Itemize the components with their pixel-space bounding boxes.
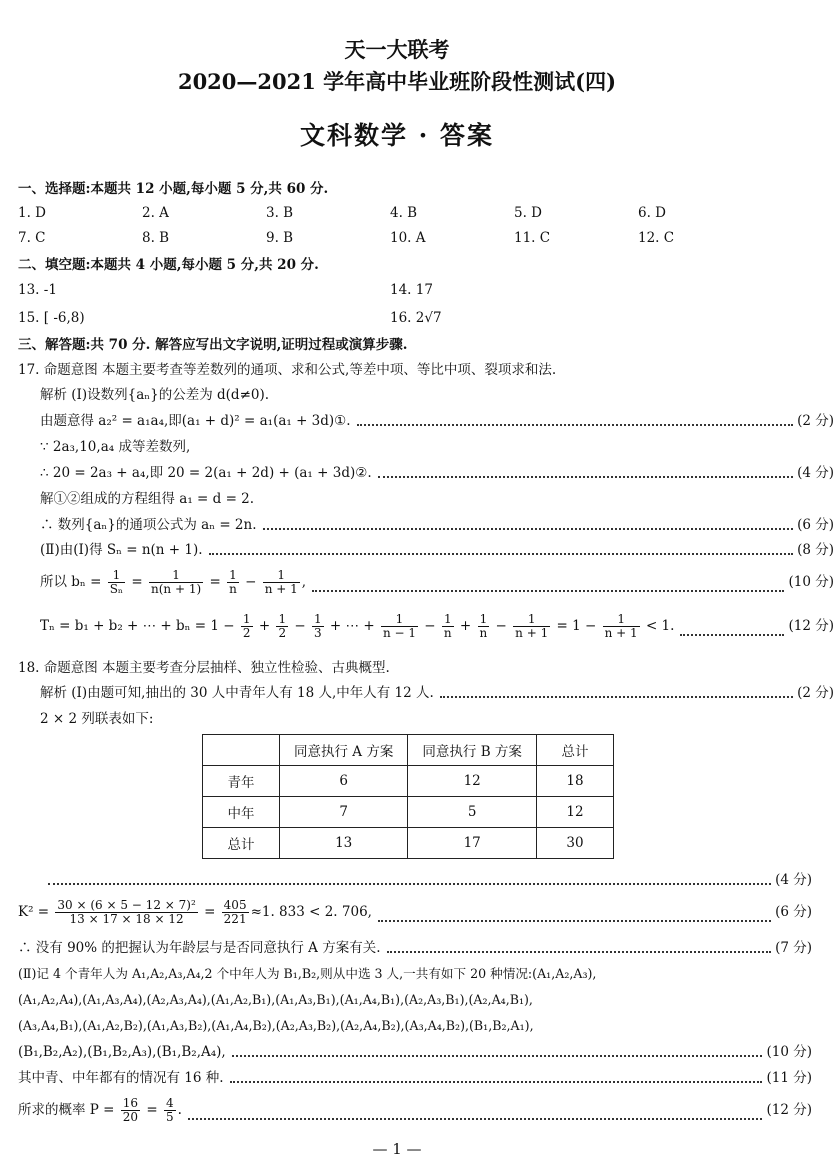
table-header-cell: 同意执行 B 方案: [408, 735, 537, 766]
table-cell: 7: [280, 797, 408, 828]
section3-heading: 三、解答题:共 70 分. 解答应写出文字说明,证明过程或演算步骤.: [18, 337, 408, 353]
q18-line4: (Ⅱ)记 4 个青年人为 A₁,A₂,A₃,A₄,2 个中年人为 B₁,B₂,则从中选 3 人,一共有如下 20 种情况:(A₁,A₂,A₃),: [18, 966, 597, 981]
score-label: (11 分): [766, 1070, 812, 1086]
score-label: (2 分): [797, 413, 834, 429]
answer-item: 12. C: [638, 230, 675, 246]
step-text: ∴ 数列{aₙ}的通项公式为 aₙ = 2n.: [40, 517, 257, 533]
answer-item: 4. B: [390, 205, 418, 221]
score-label: (4 分): [797, 465, 834, 481]
step-text: 由题意得 a₂² = a₁a₄,即(a₁ + d)² = a₁(a₁ + 3d)①.: [40, 413, 351, 429]
table-cell: 青年: [203, 766, 280, 797]
score-label: (10 分): [788, 574, 834, 590]
table-cell: 6: [280, 766, 408, 797]
exam-name: 2020—2021 学年高中毕业班阶段性测试(四): [177, 69, 617, 94]
score-label: (2 分): [797, 685, 834, 701]
answer-item: 15. [ -6,8): [18, 310, 85, 326]
score-label: (7 分): [775, 940, 812, 956]
answer-item: 5. D: [514, 205, 542, 221]
score-label: (12 分): [766, 1102, 812, 1118]
q17-line4: [40, 464, 834, 482]
table-row: [203, 828, 614, 859]
step-text: (B₁,B₂,A₂),(B₁,B₂,A₃),(B₁,B₂,A₄),: [18, 1044, 226, 1060]
answer-item: 10. A: [390, 230, 426, 246]
answer-item: 6. D: [638, 205, 666, 221]
section2-heading: 二、填空题:本题共 4 小题,每小题 5 分,共 20 分.: [18, 257, 319, 273]
table-cell: 17: [408, 828, 537, 859]
q17-line3: ∵ 2a₃,10,a₄ 成等差数列,: [40, 439, 191, 455]
q18-table-score: [18, 871, 812, 889]
q18-line8: [18, 1069, 812, 1087]
q17-line2: [40, 412, 834, 430]
page-number: — 1 —: [372, 1140, 422, 1158]
table-cell: 5: [408, 797, 537, 828]
step-text: 所以 bₙ = $\frac{1}{\text{Sₙ}}$ = $\frac{1}{n(n + 1)}$ = $\frac{1}{n}$ − $\frac{1}{n + 1}$ ,: [40, 568, 307, 596]
answer-item: 7. C: [18, 230, 46, 246]
q17-intent: 17. 命题意图 本题主要考查等差数列的通项、求和公式,等差中项、等比中项、裂项求和法.: [18, 362, 557, 378]
section1-heading: 一、选择题:本题共 12 小题,每小题 5 分,共 60 分.: [18, 181, 329, 197]
table-header-cell: 同意执行 A 方案: [280, 735, 408, 766]
answer-item: 2. A: [142, 205, 169, 221]
step-text: 所求的概率 P = $\frac{16}{20}$ = $\frac{4}{5}$ .: [18, 1096, 182, 1124]
table-cell: 18: [537, 766, 614, 797]
q18-intent: 18. 命题意图 本题主要考查分层抽样、独立性检验、古典概型.: [18, 660, 390, 676]
step-text: Tₙ = b₁ + b₂ + ⋯ + bₙ = 1 − $\frac{1}{2}$ + $\frac{1}{2}$ − $\frac{1}{3}$ + ⋯ + $\frac{1}{n - 1}$ − $\frac{1}{n}$ + $\frac{1}{n}$ − $\frac{1}{n + 1}$ = 1 − $\frac{1}{n + 1}$ < 1.: [40, 612, 675, 640]
answer-item: 14. 17: [390, 282, 433, 298]
q17-line1: 解析 (Ⅰ)设数列{aₙ}的公差为 d(d≠0).: [40, 387, 270, 403]
answer-item: 13. -1: [18, 282, 57, 298]
table-cell: 12: [537, 797, 614, 828]
q18-line6: (A₃,A₄,B₁),(A₁,A₂,B₂),(A₁,A₃,B₂),(A₁,A₄,B₂),(A₂,A₃,B₂),(A₂,A₄,B₂),(A₃,A₄,B₂),(B₁,B₂,A₁),: [18, 1018, 534, 1033]
table-row: [203, 797, 614, 828]
q17-line5: 解①②组成的方程组得 a₁ = d = 2.: [40, 491, 255, 507]
answer-item: 16. 2√7: [390, 310, 442, 326]
q18-line2: 2 × 2 列联表如下:: [40, 711, 154, 727]
q17-line7: [40, 541, 834, 559]
table-cell: 中年: [203, 797, 280, 828]
table-cell: 12: [408, 766, 537, 797]
answer-item: 3. B: [266, 205, 294, 221]
q18-line1: [40, 684, 834, 702]
q18-line5: (A₁,A₂,A₄),(A₁,A₃,A₄),(A₂,A₃,A₄),(A₁,A₂,B₁),(A₁,A₃,B₁),(A₁,A₄,B₁),(A₂,A₃,B₁),(A₂,A₄,B₁),: [18, 992, 533, 1007]
table-cell: 30: [537, 828, 614, 859]
table-cell: [203, 735, 280, 766]
table-header-row: [203, 735, 614, 766]
step-text: K² = $\frac{\text{30 × (6 × 5 − 12 × 7)²}}{13 \times 17 \times 18 \times 12}$ = $\frac{405}{221}$ ≈1. 833 < 2. 706,: [18, 898, 372, 926]
exam-organizer: 天一大联考: [344, 37, 450, 62]
table-row: [203, 766, 614, 797]
score-label: (4 分): [775, 872, 812, 888]
answer-item: 8. B: [142, 230, 170, 246]
q18-line9: [18, 1096, 812, 1124]
table-cell: 总计: [203, 828, 280, 859]
table-cell: 13: [280, 828, 408, 859]
step-text: ∴ 没有 90% 的把握认为年龄层与是否同意执行 A 方案有关.: [18, 940, 381, 956]
score-label: (6 分): [775, 904, 812, 920]
q18-line3: [18, 939, 812, 957]
score-label: (10 分): [766, 1044, 812, 1060]
q18-k2-line: [18, 898, 812, 926]
step-text: 其中青、中年都有的情况有 16 种.: [18, 1070, 224, 1086]
table-header-cell: 总计: [537, 735, 614, 766]
page-title: 文科数学 · 答案: [299, 121, 495, 150]
q18-line7: [18, 1043, 812, 1061]
contingency-table: [202, 734, 614, 859]
answer-item: 11. C: [514, 230, 551, 246]
q17-line8: [40, 568, 834, 596]
score-label: (12 分): [788, 618, 834, 634]
score-label: (6 分): [797, 517, 834, 533]
q17-line9: [40, 612, 834, 640]
step-text: ∴ 20 = 2a₃ + a₄,即 20 = 2(a₁ + 2d) + (a₁ + 3d)②.: [40, 465, 372, 481]
step-text: (Ⅱ)由(Ⅰ)得 Sₙ = n(n + 1).: [40, 542, 203, 558]
answer-item: 9. B: [266, 230, 294, 246]
q17-line6: [40, 516, 834, 534]
score-label: (8 分): [797, 542, 834, 558]
step-text: 解析 (Ⅰ)由题可知,抽出的 30 人中青年人有 18 人,中年人有 12 人.: [40, 685, 434, 701]
answer-item: 1. D: [18, 205, 46, 221]
